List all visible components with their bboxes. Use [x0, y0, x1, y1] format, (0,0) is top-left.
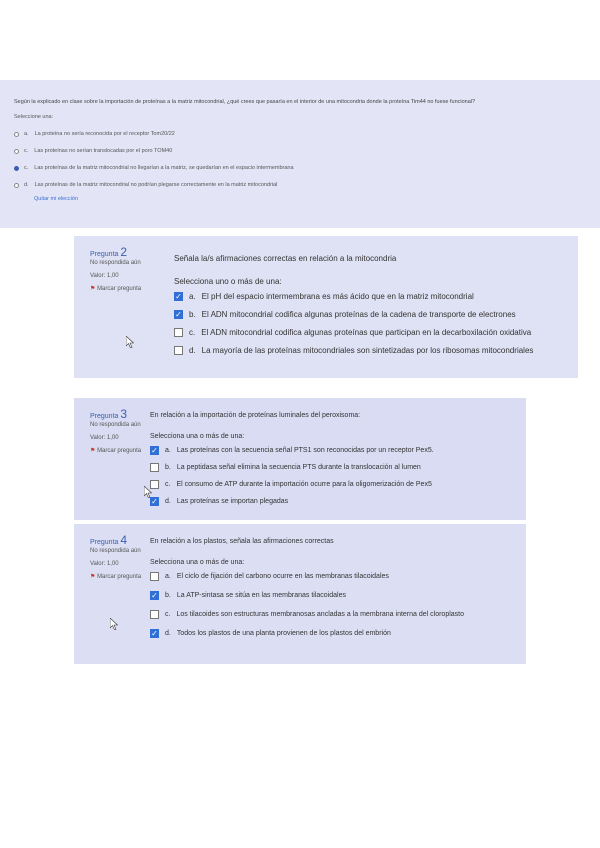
- option-b[interactable]: [174, 310, 570, 319]
- question-1-card: [0, 80, 600, 228]
- checkbox-d[interactable]: ✓: [151, 496, 158, 506]
- option-a[interactable]: [174, 292, 570, 301]
- question-status: No respondida aún: [90, 422, 141, 428]
- q1-option-text: La proteína no sería reconocida por el receptor Tom20/22: [34, 131, 175, 137]
- question-value: Valor: 1,00: [90, 273, 119, 279]
- checkbox-b[interactable]: [150, 463, 159, 472]
- option-text: El ADN mitocondrial codifica algunas proteínas que participan en la decarboxilación oxidativa: [201, 328, 532, 337]
- flag-question-button[interactable]: ⚑ Marcar pregunta: [90, 286, 142, 292]
- q1-option-letter: a.: [24, 131, 29, 137]
- q1-radio-c[interactable]: [14, 166, 19, 171]
- question-instruction: Selecciona una o más de una:: [150, 559, 245, 566]
- checkbox-d[interactable]: [174, 346, 183, 355]
- q1-option-letter: d.: [24, 182, 29, 188]
- clear-choice-link[interactable]: Quitar mi elección: [34, 196, 79, 202]
- checkbox-b[interactable]: ✓: [175, 309, 182, 319]
- flag-icon: ⚑: [90, 574, 96, 580]
- question-3-card: [74, 398, 526, 520]
- question-info: [90, 245, 150, 294]
- flag-question-button[interactable]: ⚑ Marcar pregunta: [90, 448, 142, 454]
- question-text: En relación a la importación de proteínas luminales del peroxisoma:: [150, 412, 361, 419]
- checkbox-a[interactable]: ✓: [151, 445, 158, 455]
- option-text: El pH del espacio intermembrana es más ácido que en la matriz mitocondrial: [201, 292, 474, 301]
- option-text: Las proteínas con la secuencia señal PTS1 son reconocidas por un receptor Pex5.: [176, 447, 434, 454]
- question-content: [150, 538, 520, 648]
- option-letter: d.: [189, 346, 196, 355]
- mouse-pointer-icon: [110, 618, 118, 630]
- q1-radio-d[interactable]: [14, 183, 19, 188]
- option-c[interactable]: [174, 328, 570, 337]
- option-a[interactable]: [150, 446, 520, 455]
- question-value: Valor: 1,00: [90, 561, 119, 567]
- option-letter: c.: [189, 328, 196, 337]
- option-letter: d.: [165, 498, 171, 505]
- checkbox-c[interactable]: [150, 610, 159, 619]
- option-b[interactable]: [150, 591, 520, 600]
- checkbox-c[interactable]: [150, 480, 159, 489]
- option-letter: a.: [165, 573, 171, 580]
- question-status: No respondida aún: [90, 548, 141, 554]
- option-text: El consumo de ATP durante la importación ocurre para la oligomerización de Pex5: [176, 481, 432, 488]
- checkbox-a[interactable]: [150, 572, 159, 581]
- option-d[interactable]: [150, 629, 520, 638]
- q1-option-letter: c.: [24, 148, 29, 154]
- option-letter: d.: [165, 630, 171, 637]
- option-b[interactable]: [150, 463, 520, 472]
- question-number: Pregunta 3: [90, 407, 128, 421]
- option-d[interactable]: [150, 497, 520, 506]
- checkbox-b[interactable]: ✓: [151, 590, 158, 600]
- q1-option-letter: c.: [24, 165, 29, 171]
- q1-option-text: Las proteínas de la matriz mitocondrial no podrían plegarse correctamente en la matriz mitocondrial: [34, 182, 278, 188]
- flag-icon: ⚑: [90, 448, 96, 454]
- flag-icon: ⚑: [90, 286, 96, 292]
- option-text: Todos los plastos de una planta provienen de los plastos del embrión: [176, 630, 391, 637]
- question-content: [150, 412, 520, 514]
- question-info: [90, 407, 150, 456]
- option-letter: b.: [189, 310, 196, 319]
- option-text: La ATP-sintasa se sitúa en las membranas tilacoidales: [176, 592, 346, 599]
- question-4-card: [74, 524, 526, 664]
- checkbox-a[interactable]: ✓: [175, 291, 182, 301]
- q1-option-b[interactable]: [14, 148, 586, 154]
- question-text: Señala la/s afirmaciones correctas en relación a la mitocondria: [174, 254, 397, 263]
- q1-option-text: Las proteínas no serían translocadas por el poro TOM40: [34, 148, 173, 154]
- option-c[interactable]: [150, 480, 520, 489]
- question-number: Pregunta 2: [90, 245, 128, 259]
- question-1-text: Según la explicado en clase sobre la importación de proteínas a la matriz mitocondrial, ¿qué crees que pasaría en el interior de una mitocondria donde la proteína Tim44 no fuese funcional?: [14, 99, 476, 105]
- checkbox-d[interactable]: ✓: [151, 628, 158, 638]
- question-2-card: [74, 236, 578, 378]
- option-d[interactable]: [174, 346, 570, 355]
- q1-option-a[interactable]: [14, 131, 586, 137]
- option-text: Las proteínas se importan plegadas: [176, 498, 289, 505]
- option-text: La mayoría de las proteínas mitocondriales son sintetizadas por los ribosomas mitocondriales: [201, 346, 534, 355]
- option-text: El ADN mitocondrial codifica algunas proteínas de la cadena de transporte de electrones: [201, 310, 516, 319]
- option-letter: a.: [165, 447, 171, 454]
- question-number: Pregunta 4: [90, 533, 128, 547]
- question-info: [90, 533, 150, 582]
- question-instruction: Selecciona uno o más de una:: [174, 277, 282, 286]
- question-status: No respondida aún: [90, 260, 141, 266]
- question-1-instruction: Seleccione una:: [14, 114, 54, 120]
- question-text: En relación a los plastos, señala las afirmaciones correctas: [150, 538, 334, 545]
- mouse-pointer-icon: [126, 336, 134, 348]
- option-letter: c.: [165, 611, 171, 618]
- option-text: El ciclo de fijación del carbono ocurre en las membranas tilacoidales: [176, 573, 389, 580]
- q1-radio-b[interactable]: [14, 149, 19, 154]
- option-letter: b.: [165, 464, 171, 471]
- option-letter: b.: [165, 592, 171, 599]
- flag-question-button[interactable]: ⚑ Marcar pregunta: [90, 574, 142, 580]
- question-instruction: Selecciona una o más de una:: [150, 433, 245, 440]
- option-letter: c.: [165, 481, 171, 488]
- option-text: Los tilacoides son estructuras membranosas ancladas a la membrana interna del cloroplasto: [176, 611, 464, 618]
- option-c[interactable]: [150, 610, 520, 619]
- q1-option-text: Las proteínas de la matriz mitocondrial no llegarían a la matriz, se quedarían en el espacio intermembrana: [34, 165, 294, 171]
- q1-option-d[interactable]: [14, 182, 586, 188]
- option-a[interactable]: [150, 572, 520, 581]
- question-value: Valor: 1,00: [90, 435, 119, 441]
- question-content: [174, 254, 570, 364]
- q1-option-c[interactable]: [14, 165, 586, 171]
- q1-radio-a[interactable]: [14, 132, 19, 137]
- option-text: La peptidasa señal elimina la secuencia PTS durante la translocación al lumen: [176, 464, 421, 471]
- checkbox-c[interactable]: [174, 328, 183, 337]
- option-letter: a.: [189, 292, 196, 301]
